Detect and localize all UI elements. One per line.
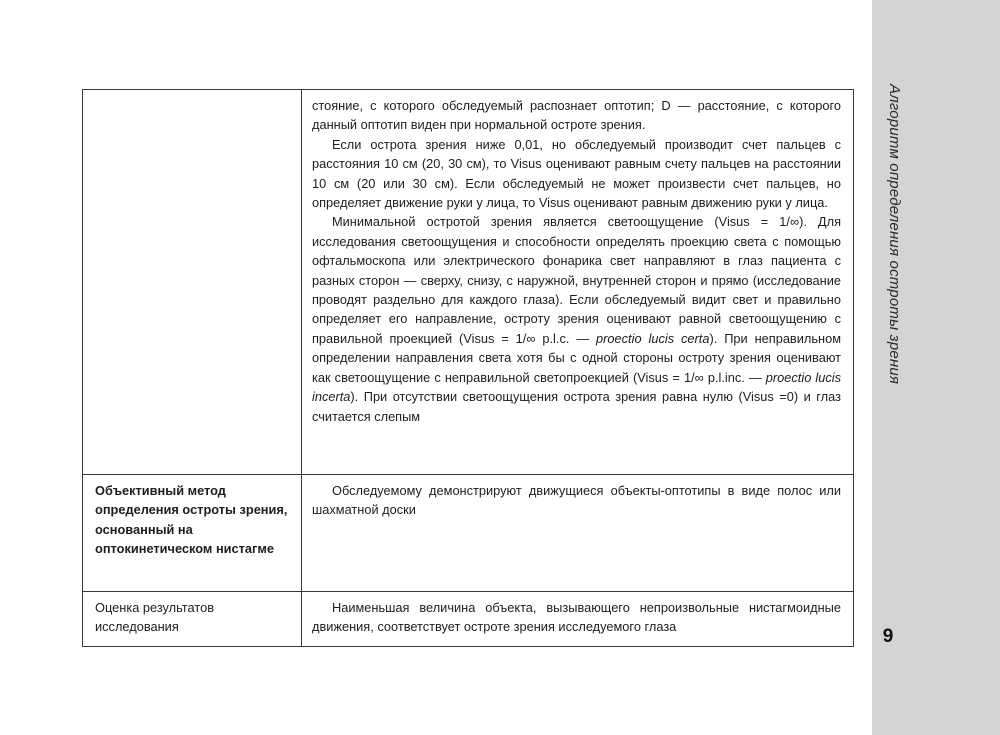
table-row: [83, 90, 854, 475]
table-row: [83, 592, 854, 647]
paragraph: стояние, с которого обследуемый распознает оптотип; D — расстояние, с которого данный оптотип виден при нормальной остроте зрения.: [312, 98, 841, 133]
latin-term: proectio lucis incerta: [312, 369, 842, 405]
paragraph: [312, 212, 841, 425]
page-number: 9: [882, 626, 894, 647]
paragraph: Обследуемому демонстрируют движущиеся объекты-оптотипы в виде полос или шахматной доски: [312, 483, 841, 518]
row-label-cell: Объективный метод определения остроты зрения, основанный на оптокинетическом нистагме: [83, 475, 302, 592]
row-label-cell: Оценка результатов исследования: [83, 592, 302, 647]
paragraph: Если острота зрения ниже 0,01, но обследуемый производит счет пальцев с расстояния 10 см (20, 30 см), то Visus оценивают равным счету пальцев на расстоянии 10 см (20 или 30 см). Если обследуемый не может произвести счет пальцев, но определяет движение руки у лица, то Visus оценивают равным движению руки у лица.: [312, 136, 841, 211]
row-label-cell: [83, 90, 302, 475]
content-table: [82, 89, 854, 647]
text-run: Минимальной остротой зрения является светоощущение (Visus = 1/∞). Для исследования светоощущения и способности определять проекцию света с помощью офтальмоскопа или электрического фонарика свет направляют в глаз пациента с разных сторон — сверху, снизу, с наружной, внутренней сторон и прямо (исследование проводят раздельно для каждого глаза). Если обследуемый видит свет и правильно определяет его направление, остроту зрения оценивают равной светоощущению с правильной проекцией (Visus = 1/∞ p.l.c. —: [312, 214, 841, 346]
paragraph: Наименьшая величина объекта, вызывающего непроизвольные нистагмоидные движения, соответствует остроте зрения исследуемого глаза: [312, 600, 841, 635]
running-header-title: Алгоритм определения остроты зрения: [886, 84, 903, 385]
row-description-cell: [302, 90, 854, 475]
row-description-cell: [302, 475, 854, 592]
text-run: ). При неправильном определении направления света хотя бы с одной стороны остроту зрения оценивают как светоощущение с неправильной светопроекцией (Visus = 1/∞ p.l.inc. —: [312, 330, 841, 385]
row-description-cell: [302, 592, 854, 647]
latin-term: proectio lucis certa: [596, 330, 710, 346]
text-run: ). При отсутствии светоощущения острота зрения равна нулю (Visus =0) и глаз считается слепым: [312, 389, 841, 424]
table-row: [83, 475, 854, 592]
